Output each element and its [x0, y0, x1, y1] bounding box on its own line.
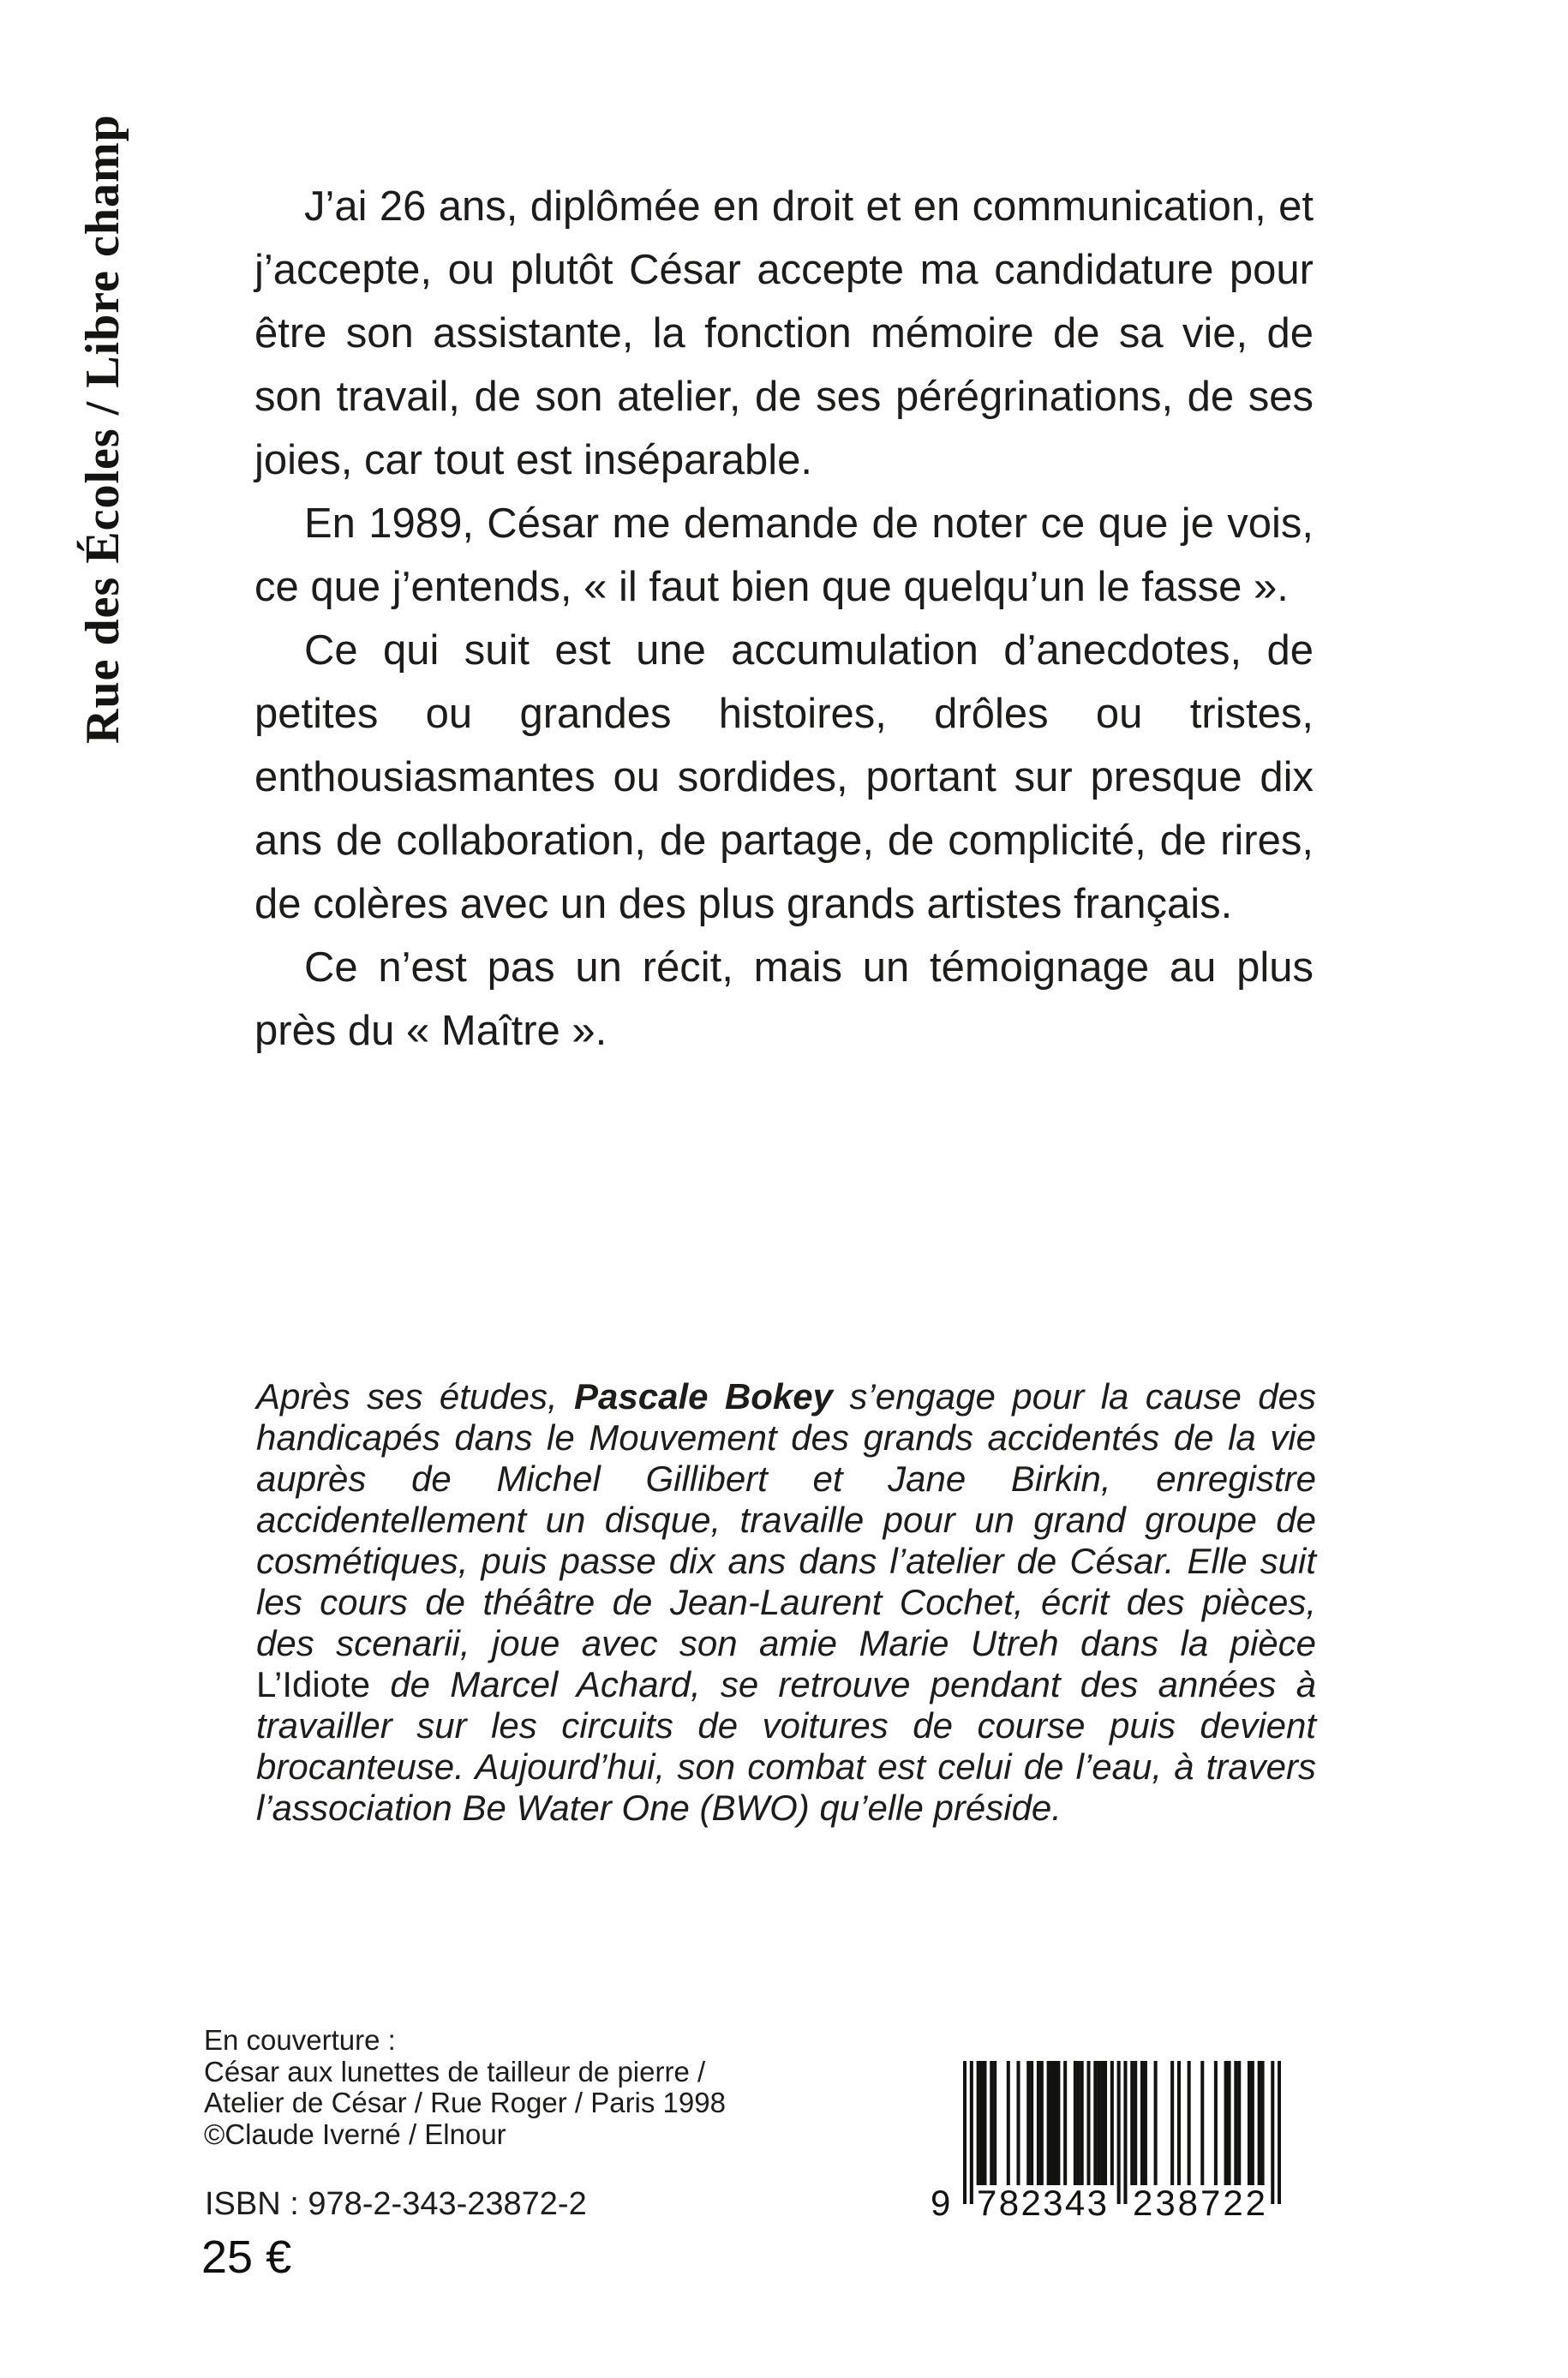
cover-credit-line: Atelier de César / Rue Roger / Paris 1998 [204, 2087, 726, 2118]
cover-credit-line: César aux lunettes de tailleur de pierre / [204, 2055, 706, 2087]
barcode-digit-group-2: 238722 [1133, 2183, 1266, 2219]
cover-credit-line: ©Claude Iverné / Elnour [204, 2117, 506, 2150]
ean13-barcode [929, 2061, 1281, 2219]
collection-spine-title: Rue des Écoles / Libre champ [76, 114, 129, 744]
author-name: Pascale Bokey [574, 1376, 833, 1417]
cover-credit-block [204, 2025, 726, 2150]
play-title: L’Idiote [256, 1664, 371, 1704]
synopsis-paragraph: En 1989, César me demande de noter ce que je vois, ce que j’entends, « il faut bien que quelqu’un le fasse ». [254, 500, 1314, 610]
bio-segment: de Marcel Achard, se retrouve pendant des années à travailler sur les circuits de voitures de course puis devient brocanteuse. Aujourd’hui, son combat est celui de l’eau, à travers l’association Be Water One (BWO) qu’elle préside. [256, 1664, 1316, 1828]
cover-credit-line: En couverture : [204, 2024, 396, 2056]
synopsis-paragraph: Ce qui suit est une accumulation d’anecdotes, de petites ou grandes histoires, drôles ou tristes, enthousiasmantes ou sordides, portant sur presque dix ans de collaboration, de partage, de complicité, de rires, de colères avec un des plus grands artistes français. [254, 627, 1314, 927]
bio-segment: Après ses études, [256, 1376, 575, 1417]
author-bio [256, 1376, 1316, 1829]
barcode-digit-lead: 9 [931, 2183, 951, 2219]
barcode-graphic [929, 2061, 1281, 2219]
synopsis-block [254, 175, 1314, 1063]
isbn-label: ISBN : 978-2-343-23872-2 [205, 2186, 587, 2222]
price-label: 25 € [201, 2231, 292, 2283]
synopsis-paragraph: Ce n’est pas un récit, mais un témoignage au plus près du « Maître ». [254, 944, 1314, 1054]
synopsis-paragraph: J’ai 26 ans, diplômée en droit et en communication, et j’accepte, ou plutôt César accepte ma candidature pour être son assistante, la fonction mémoire de sa vie, de son travail, de son atelier, de ses pérégrinations, de ses joies, car tout est inséparable. [254, 183, 1314, 483]
barcode-digit-group-1: 782343 [977, 2183, 1107, 2219]
bio-segment: s’engage pour la cause des handicapés dans le Mouvement des grands accidentés de la vie auprès de Michel Gillibert et Jane Birkin, enregistre accidentellement un disque, travaille pour un grand groupe de cosmétiques, puis passe dix ans dans l’atelier de César. Elle suit les cours de théâtre de Jean-Laurent Cochet, écrit des pièces, des scenarii, joue avec son amie Marie Utreh dans la pièce [256, 1376, 1316, 1663]
